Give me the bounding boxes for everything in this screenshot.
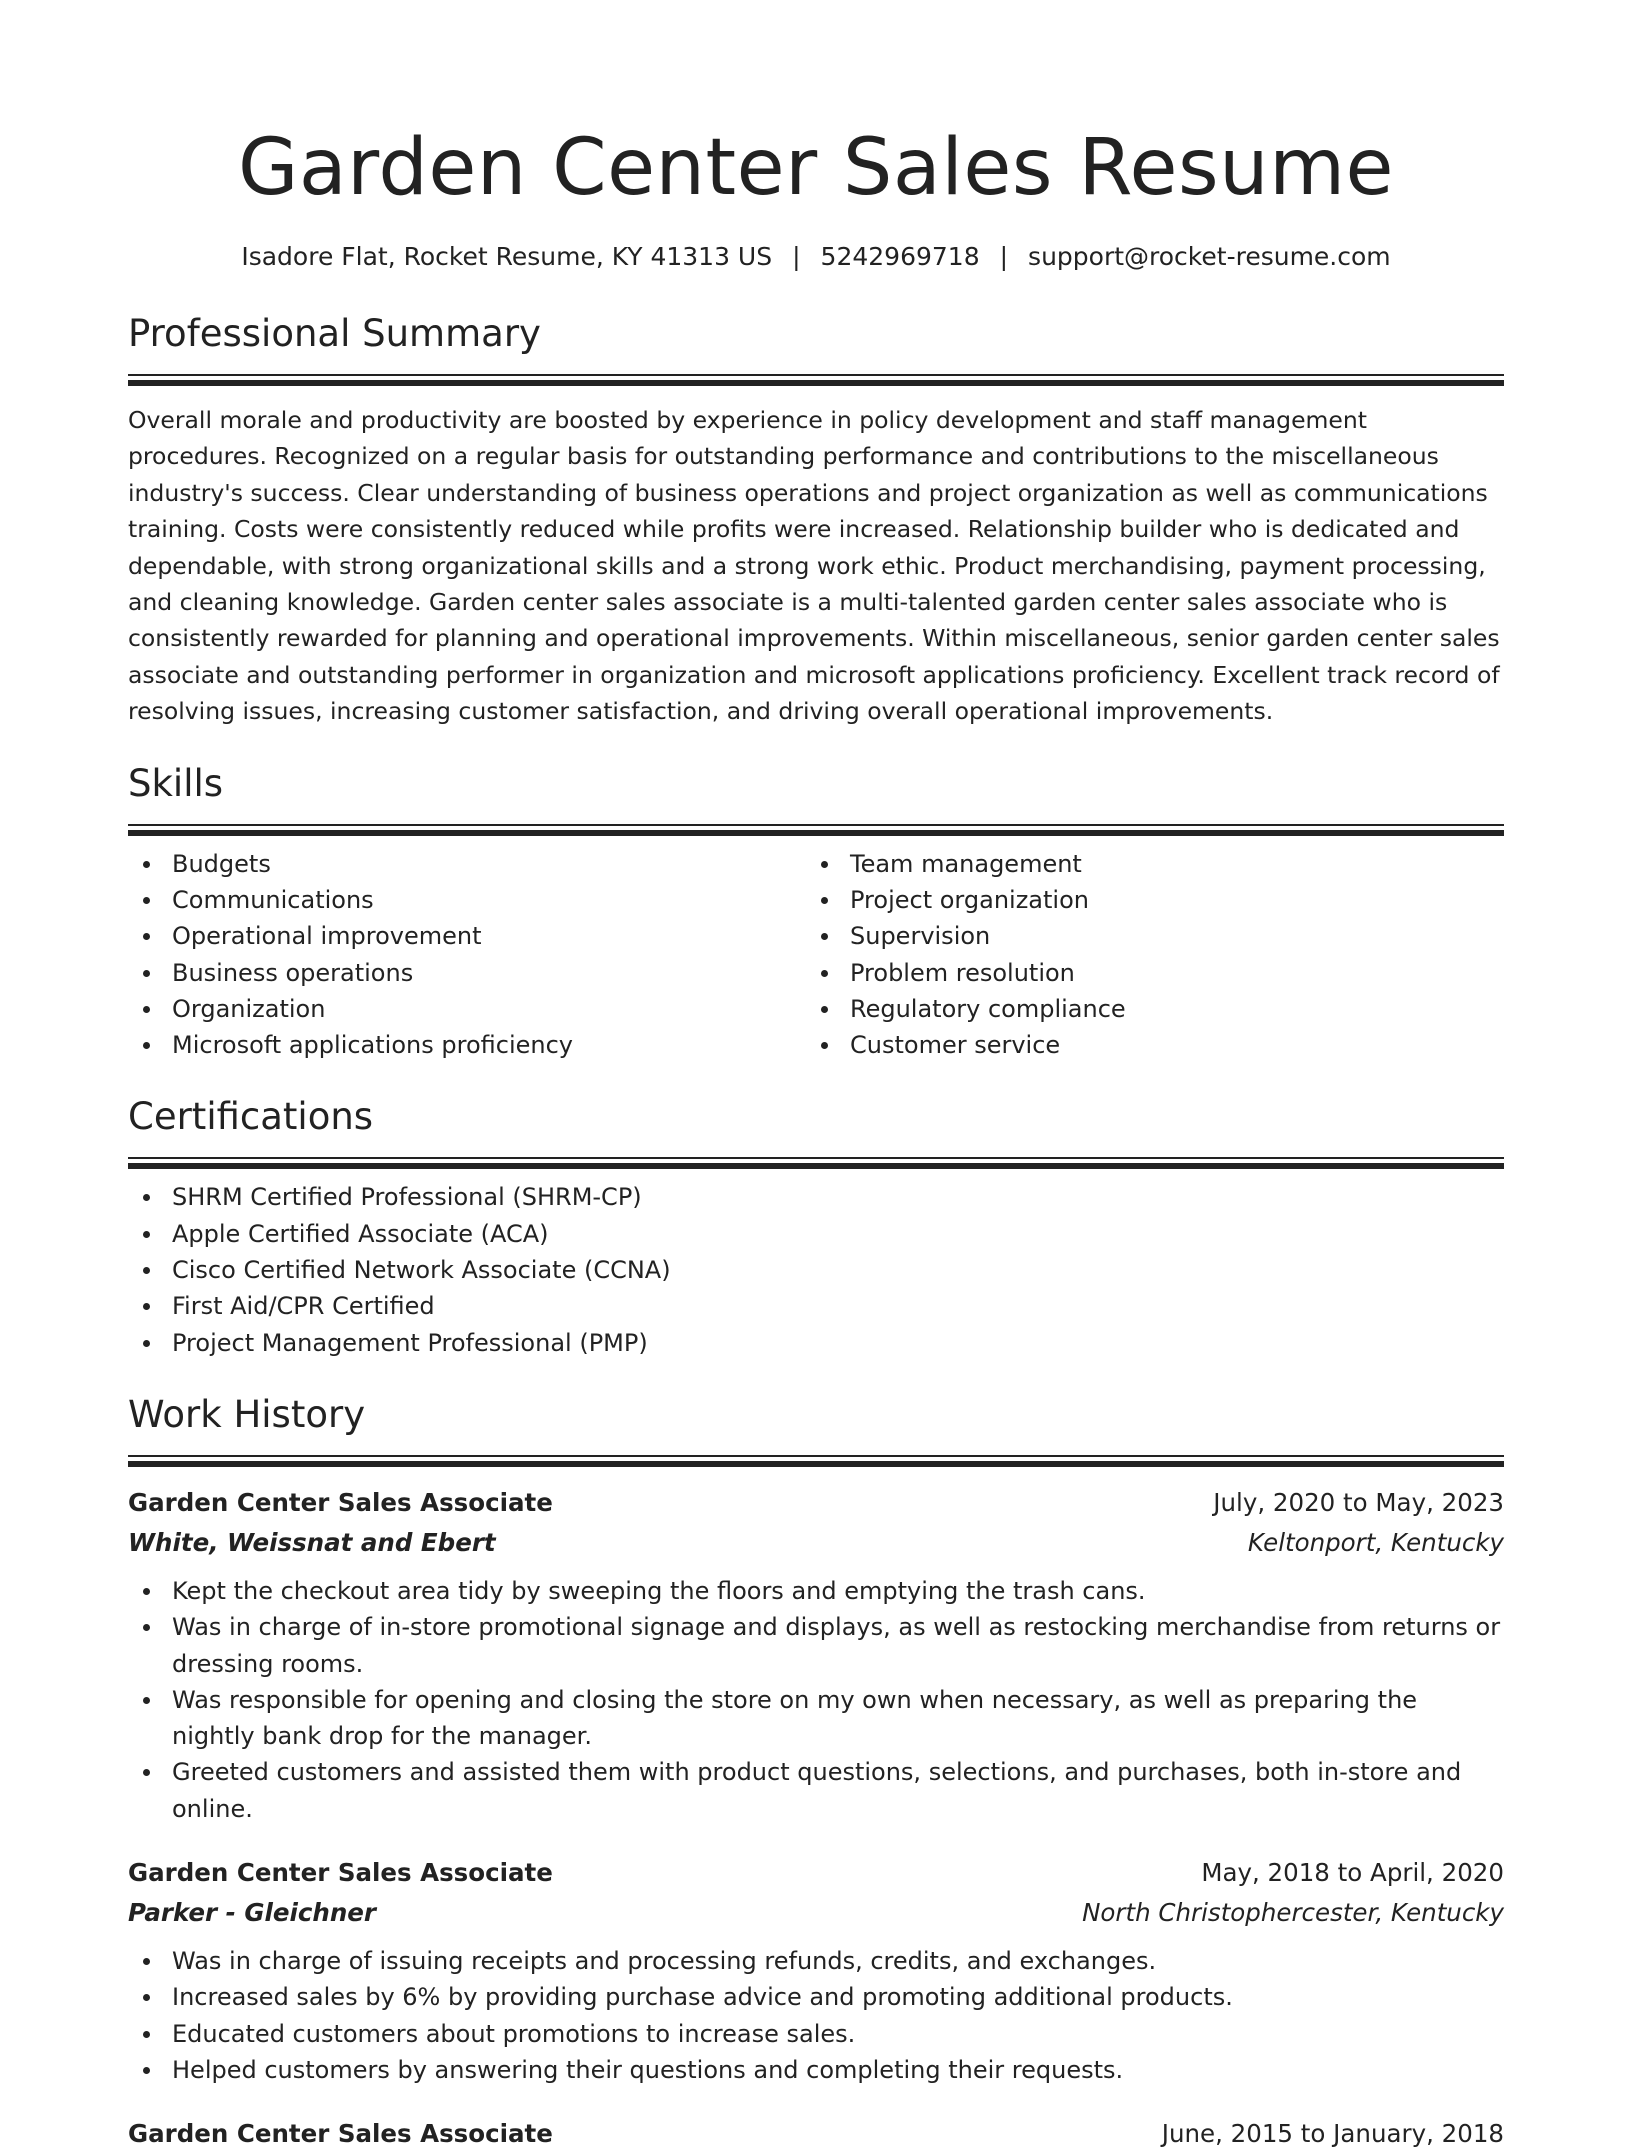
certification-item: Apple Certified Associate (ACA) — [128, 1216, 1504, 1252]
job-dates: June, 2015 to January, 2018 — [1161, 2119, 1504, 2149]
job-entry — [128, 1483, 1504, 1827]
job-location: North Christophercester, Kentucky — [1082, 1898, 1504, 1927]
contact-address: Isadore Flat, Rocket Resume, KY 41313 US — [241, 242, 773, 271]
job-bullet: Was responsible for opening and closing the store on my own when necessary, as well as preparing the nightly bank drop for the manager. — [128, 1682, 1504, 1755]
skill-item: Microsoft applications proficiency — [128, 1027, 806, 1063]
skill-item: Communications — [128, 882, 806, 918]
skill-item: Regulatory compliance — [806, 991, 1484, 1027]
job-header — [128, 1853, 1504, 1893]
job-bullet-list — [128, 1943, 1504, 2088]
job-company-row — [128, 1523, 1504, 1563]
job-bullet: Was in charge of in-store promotional signage and displays, as well as restocking merchandise from returns or dressing rooms. — [128, 1609, 1504, 1682]
contact-email[interactable]: support@rocket-resume.com — [1028, 242, 1391, 271]
job-header — [128, 1483, 1504, 1523]
job-entry — [128, 1853, 1504, 2088]
contact-separator: | — [999, 242, 1009, 271]
section-divider — [128, 1157, 1504, 1169]
job-company: Parker - Gleichner — [128, 1898, 376, 1927]
job-bullet: Greeted customers and assisted them with product questions, selections, and purchases, both in-store and online. — [128, 1754, 1504, 1827]
contact-phone: 5242969718 — [820, 242, 980, 271]
job-location: Keltonport, Kentucky — [1247, 1527, 1504, 1557]
certification-item: Cisco Certified Network Associate (CCNA) — [128, 1252, 1504, 1288]
job-header — [128, 2114, 1504, 2154]
skill-item: Organization — [128, 991, 806, 1027]
certification-item: First Aid/CPR Certified — [128, 1288, 1504, 1324]
job-bullet-list — [128, 1573, 1504, 1827]
job-bullet: Was in charge of issuing receipts and processing refunds, credits, and exchanges. — [128, 1943, 1504, 1979]
skill-item: Operational improvement — [128, 918, 806, 954]
job-bullet: Kept the checkout area tidy by sweeping the floors and emptying the trash cans. — [128, 1573, 1504, 1609]
job-company-row — [128, 1893, 1504, 1933]
certifications-section — [128, 1093, 1504, 1360]
skill-item: Business operations — [128, 955, 806, 991]
job-dates: July, 2020 to May, 2023 — [1213, 1487, 1504, 1517]
skill-item: Problem resolution — [806, 955, 1484, 991]
section-divider — [128, 824, 1504, 836]
section-divider — [128, 1455, 1504, 1467]
job-title: Garden Center Sales Associate — [128, 1487, 553, 1517]
skills-section — [128, 760, 1504, 1064]
skill-item: Supervision — [806, 918, 1484, 954]
summary-section — [128, 310, 1504, 730]
summary-text: Overall morale and productivity are boosted by experience in policy development and staff management procedures. Recognized on a regular basis for outstanding performance and contributions to the miscellaneous industry's success. Clear understanding of business operations and project organization as well as communications training. Costs were consistently reduced while profits were increased. Relationship builder who is dedicated and dependable, with strong organizational skills and a strong work ethic. Product merchandising, payment processing, and cleaning knowledge. Garden center sales associate is a multi-talented garden center sales associate who is consistently rewarded for planning and operational improvements. Within miscellaneous, senior garden center sales associate and outstanding performer in organization and microsoft applications proficiency. Excellent track record of resolving issues, increasing customer satisfaction, and driving overall operational improvements. — [128, 406, 1500, 726]
job-title: Garden Center Sales Associate — [128, 2119, 553, 2149]
skill-item: Team management — [806, 846, 1484, 882]
certifications-list — [128, 1179, 1504, 1360]
skill-item: Project organization — [806, 882, 1484, 918]
contact-line — [128, 240, 1504, 274]
section-title-work-history: Work History — [128, 1392, 366, 1436]
job-dates: May, 2018 to April, 2020 — [1201, 1858, 1504, 1887]
section-title-summary: Professional Summary — [128, 312, 541, 355]
skill-item: Budgets — [128, 846, 806, 882]
work-history-section — [128, 1391, 1504, 2154]
skills-right-column — [806, 846, 1484, 1064]
job-company: White, Weissnat and Ebert — [128, 1527, 496, 1557]
section-title-certifications: Certifications — [128, 1095, 374, 1139]
job-bullet: Increased sales by 6% by providing purchase advice and promoting additional products. — [128, 1979, 1504, 2015]
job-bullet: Educated customers about promotions to increase sales. — [128, 2016, 1504, 2052]
resume-title: Garden Center Sales Resume — [237, 123, 1395, 213]
skill-item: Customer service — [806, 1027, 1484, 1063]
skills-columns — [128, 846, 1504, 1064]
job-title: Garden Center Sales Associate — [128, 1858, 553, 1887]
section-divider — [128, 374, 1504, 386]
job-entry — [128, 2114, 1504, 2154]
certification-item: SHRM Certified Professional (SHRM-CP) — [128, 1179, 1504, 1215]
skills-left-column — [128, 846, 806, 1064]
certification-item: Project Management Professional (PMP) — [128, 1325, 1504, 1361]
job-bullet: Helped customers by answering their questions and completing their requests. — [128, 2052, 1504, 2088]
contact-separator: | — [792, 242, 801, 271]
section-title-skills: Skills — [128, 761, 224, 805]
resume-page — [128, 0, 1504, 2154]
